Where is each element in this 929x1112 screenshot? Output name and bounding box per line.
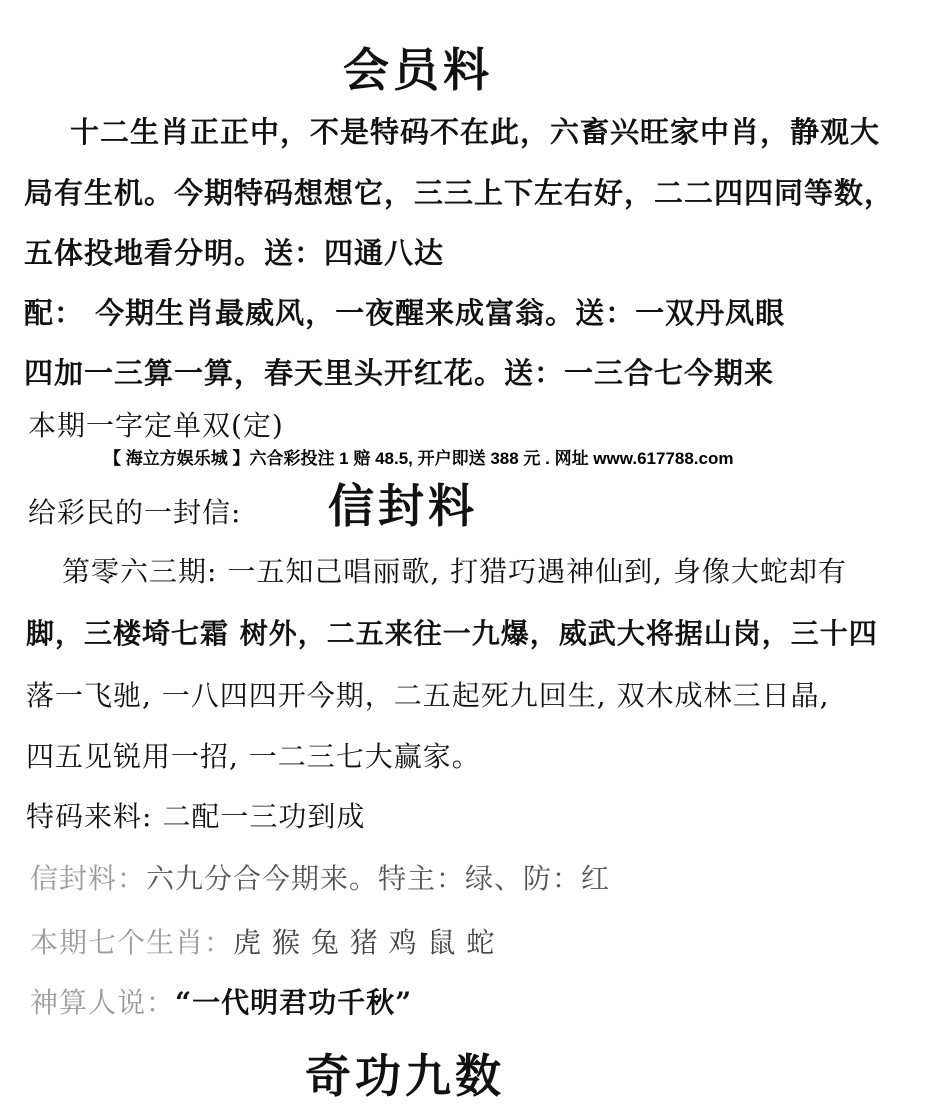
letter-title: 信封料 [328,479,478,533]
faded-row-1 [30,857,610,897]
letter-line-5: 特码来料: 二配一三功到成 [26,800,366,833]
page-title: 会员料 [343,43,493,97]
footer-title: 奇功九数 [305,1049,505,1103]
faded-row-3-label: 神算人说： [30,986,176,1019]
letter-line-2: 脚，三楼埼七霜 树外，二五来往一九爆，威武大将据山岗，三十四 [26,617,878,650]
member-line-5: 四加一三算一算，春天里头开红花。送：一三合七今期来 [24,356,775,390]
member-line-2: 局有生机。今期特码想想它，三三上下左右好，二二四四同等数， [24,176,895,210]
letter-line-1: 第零六三期: 一五知己唱丽歌, 打猎巧遇神仙到, 身像大蛇却有 [62,555,847,588]
faded-row-3 [30,981,412,1021]
ad-banner: 【 海立方娱乐城 】六合彩投注 1 赔 48.5, 开户即送 388 元 . 网址 www.617788.com [104,449,734,468]
member-line-1: 十二生肖正正中，不是特码不在此，六畜兴旺家中肖，静观大 [70,115,881,149]
letter-line-3: 落一飞驰, 一八四四开今期，二五起死九回生, 双木成林三日晶, [26,679,830,712]
letter-label: 给彩民的一封信: [28,496,242,529]
member-line-4: 配： 今期生肖最威风，一夜醒来成富翁。送：一双丹凤眼 [24,296,786,330]
member-line-3: 五体投地看分明。送：四通八达 [24,236,445,270]
faded-row-2-label: 本期七个生肖： [30,926,234,959]
faded-row-3-value: “一代明君功千秋” [175,986,413,1019]
letter-line-4: 四五见锐用一招, 一二三七大赢家。 [26,740,481,773]
member-line-6: 本期一字定单双(定) [28,409,284,442]
faded-row-2-value: 虎 猴 兔 猪 鸡 鼠 蛇 [233,926,496,959]
faded-row-1-value: 六九分合今期来。特主：绿、防：红 [146,862,611,895]
faded-row-1-label: 信封料： [30,862,147,895]
faded-row-2 [30,921,495,961]
